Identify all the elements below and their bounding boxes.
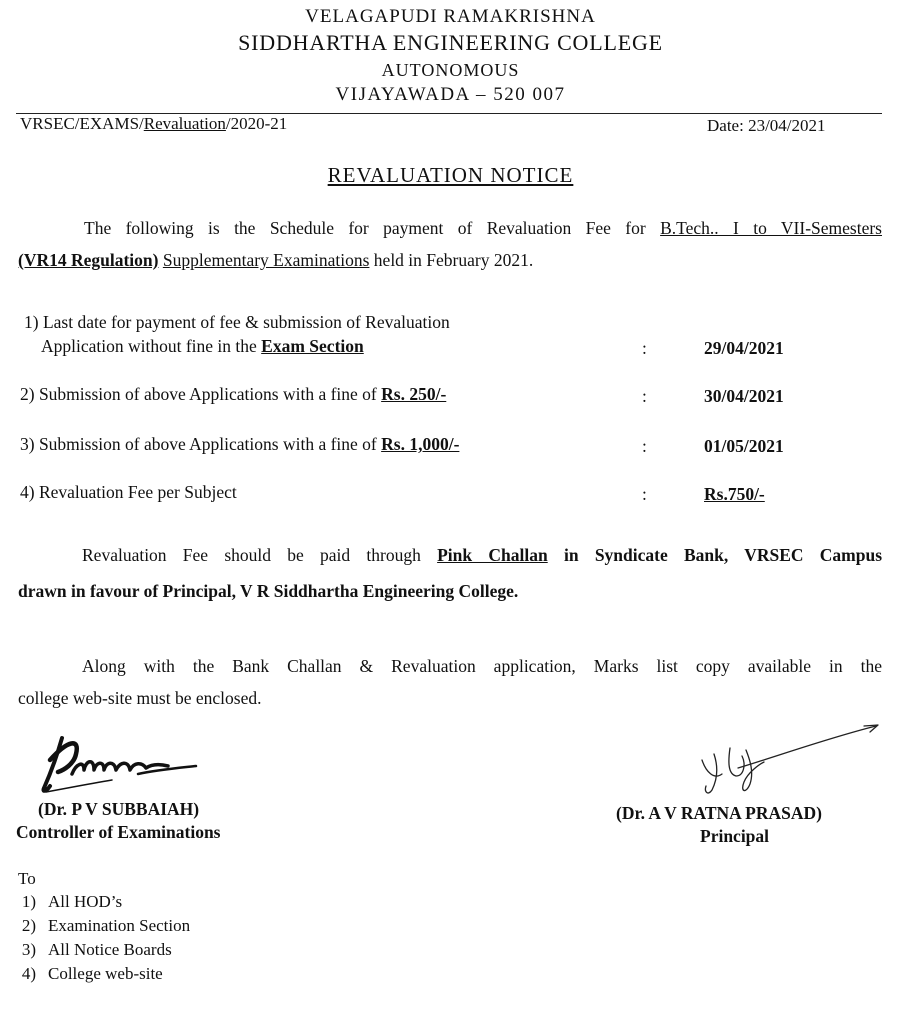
list-item-text: All Notice Boards [48,940,172,959]
intro-exam: Supplementary Examinations [162,250,370,270]
list-item-text: All HOD’s [48,892,123,911]
intro-line1 [18,212,882,244]
principal-title: Principal [700,826,770,846]
payment-line2: drawn in favour of Principal, V R Siddhartha Engineering College. [18,581,519,601]
reference-number [20,114,287,134]
schedule-item-1-line1 [24,312,450,333]
schedule-item-3 [20,434,459,455]
list-item-num: 3) [21,940,36,959]
list-item-num: 4) [21,964,36,983]
list-item [4,940,172,960]
list-item-text: Examination Section [48,916,191,935]
payment-text2: in Syndicate Bank, VRSEC Campus [547,545,882,565]
college-status: AUTONOMOUS [381,60,520,80]
payment-paragraph [18,537,882,609]
schedule-item-1-num: 1) [24,312,39,332]
schedule-item-1-text: Last date for payment of fee & submission of Revaluation [42,312,450,332]
schedule-item-2-colon: : [642,386,647,406]
reference-underlined: Revaluation [143,114,226,133]
payment-text1: Revaluation Fee should be paid through [82,545,438,565]
list-item [4,892,122,912]
list-item-num: 2) [21,916,36,935]
intro-regulation: (VR14 Regulation) [18,250,159,270]
enclosure-line2: college web-site must be enclosed. [18,688,262,708]
schedule-item-1-colon: : [642,338,647,358]
principal-signature [688,720,888,816]
list-item-text: College web-site [48,964,163,983]
schedule-item-2-value: 30/04/2021 [704,386,784,406]
schedule-item-1-value: 29/04/2021 [704,338,784,358]
schedule-item-2-text: Submission of above Applications with a fine of [38,384,382,404]
schedule-item-2 [20,384,446,405]
college-name-line2: SIDDHARTHA ENGINEERING COLLEGE [238,30,663,55]
intro-course: B.Tech.. I to VII-Semesters [660,218,882,238]
college-name-line1: VELAGAPUDI RAMAKRISHNA [305,6,596,27]
list-item [4,916,190,936]
schedule-item-1-emph: Exam Section [261,336,364,356]
schedule-item-3-num: 3) [20,434,35,454]
payment-line1 [18,537,882,573]
schedule-item-3-text: Submission of above Applications with a fine of [38,434,382,454]
schedule-item-4-value: Rs.750/- [704,484,765,504]
reference-suffix: /2020-21 [225,114,288,133]
schedule-item-3-colon: : [642,436,647,456]
controller-signature [28,730,203,802]
intro-text2: held in February 2021. [369,250,534,270]
payment-challan: Pink Challan [437,545,548,565]
college-address: VIJAYAWADA – 520 007 [335,84,566,105]
reference-prefix: VRSEC/EXAMS/ [20,114,144,133]
notice-title [0,163,901,188]
schedule-item-4-num: 4) [20,482,35,502]
intro-paragraph [18,212,882,276]
schedule-item-3-emph: Rs. 1,000/- [381,434,460,454]
list-item-num: 1) [21,892,36,911]
schedule-item-1-line2 [41,336,364,357]
enclosure-paragraph [18,650,882,714]
intro-text1: The following is the Schedule for payment of Revaluation Fee for [84,218,661,238]
principal-name: (Dr. A V RATNA PRASAD) [616,803,822,823]
list-item [4,964,163,984]
schedule-item-2-num: 2) [20,384,35,404]
schedule-item-3-value: 01/05/2021 [704,436,784,456]
schedule-item-2-emph: Rs. 250/- [381,384,447,404]
notice-title-text: REVALUATION NOTICE [327,163,574,187]
schedule-item-4 [20,482,237,503]
to-label: To [18,869,36,888]
schedule-item-1-text2: Application without fine in the [41,336,262,356]
controller-title: Controller of Examinations [16,822,221,842]
intro-line2 [18,244,882,276]
schedule-item-4-colon: : [642,484,647,504]
schedule-item-4-text: Revaluation Fee per Subject [38,482,237,502]
notice-date: Date: 23/04/2021 [707,116,826,135]
enclosure-line1: Along with the Bank Challan & Revaluation application, Marks list copy available in the [82,656,882,676]
controller-name: (Dr. P V SUBBAIAH) [38,799,200,819]
